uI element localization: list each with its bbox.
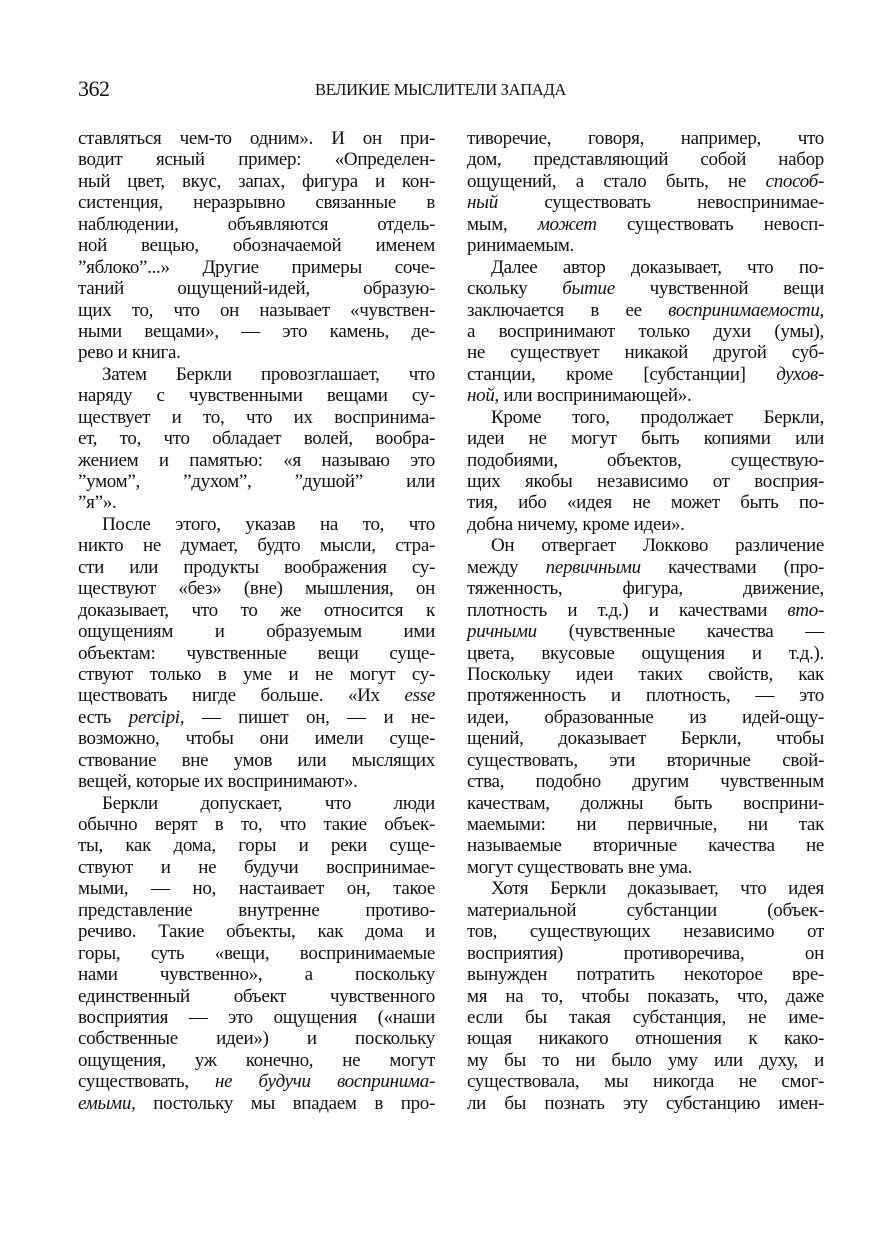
italic-term: ный [467,192,498,214]
text-line: идеи, образованные из идей-ощу- [467,706,824,728]
text-line: сти или продукты воображения су- [78,556,435,578]
text-line: ”я”». [78,492,117,514]
paragraph-start: После этого, указав на то, что [102,513,435,535]
text-line-with-italic: емыми, постольку мы впадаем в про- [78,1092,435,1114]
page-header [78,76,826,106]
text-line: если бы такая субстанция, не име- [467,1006,824,1028]
text-line: рево и книга. [78,342,181,364]
text-line: объектам: чувственные вещи суще- [78,642,435,664]
text-line: ный цвет, вкус, запах, фигура и кон- [78,170,435,192]
text-line: никто не думает, будто мысли, стра- [78,535,435,557]
text-line: му бы то ни было уму или духу, и [467,1049,824,1071]
text-line: могут существовать вне ума. [467,856,693,878]
text-line: существовать, эти вторичные свой- [467,749,824,771]
text-line: водит ясный пример: «Определен- [78,149,435,171]
text-line: ли бы познать эту субстанцию имен- [467,1092,824,1114]
text-line: систенция, неразрывно связанные в [78,192,435,214]
text-line: вещей, которые их воспринимают». [78,771,358,793]
text-line: ствуют только в уме и не могут су- [78,663,435,685]
text-line: дом, представляющий собой набор [467,149,824,171]
italic-term: бытие [562,278,615,300]
paragraph-start: Затем Беркли провозглашает, что [102,363,435,385]
text-line: ствуют и не будучи воспринимае- [78,856,435,878]
page-number: 362 [78,76,110,101]
text-line: ощущения, уж конечно, не могут [78,1049,435,1071]
text-line: тяженность, фигура, движение, [467,578,824,600]
text-line-with-italic: заключается в ее воспринимаемости, [467,299,824,321]
text-line: ществуют «без» (вне) мышления, он [78,578,435,600]
text-line-with-italic: ной, или воспринимающей». [467,385,692,407]
text-line: наряду с чувственными вещами су- [78,385,435,407]
text-line: ”умом”, ”духом”, ”душой” или [78,471,435,492]
text-line: ет, то, что обладает волей, вообра- [78,428,435,450]
text-line: жением и памятью: «я называю это [78,449,435,471]
text-line: щих то, что он называет «чувствен- [78,299,435,321]
text-line: а воспринимают только духи (умы), [467,320,824,342]
text-line: доказывает, что то же относится к [78,599,435,621]
text-line-with-italic: ный существовать невоспринимае- [467,192,824,214]
italic-term: способ- [765,170,824,192]
text-line: речиво. Такие объекты, как дома и [78,921,435,943]
text-line: ощущениям и образуемым ими [78,621,435,643]
text-line: щих якобы независимо от восприя- [467,471,824,492]
text-line: обычно верят в то, что такие объек- [78,814,435,835]
text-line-with-italic: ществовать нигде больше. «Их esse [78,685,435,707]
paragraph-start: Далее автор доказывает, что по- [491,256,824,278]
text-line-with-italic: есть percipi, — пишет он, — и не- [78,706,436,728]
paragraph-start: Хотя Беркли доказывает, что идея [491,878,824,900]
text-line: маемыми: ни первичные, ни так [467,814,824,835]
italic-term: может [537,213,597,235]
text-line-with-italic: ощущений, а стало быть, не способ- [467,170,824,192]
text-line: протяженность и плотность, — это [467,685,824,707]
text-line: подобиями, объектов, существую- [467,449,824,471]
text-line: ”яблоко”...» Другие примеры соче- [78,256,435,278]
text-line: нами чувственно», а поскольку [78,964,435,986]
text-line: собственные идеи») и поскольку [78,1028,435,1050]
text-line: единственный объект чувственного [78,985,435,1007]
text-line: восприятия) противоречива, он [467,942,824,964]
text-line: щений, доказывает Беркли, чтобы [467,728,824,750]
italic-term: ричными [467,621,537,643]
italic-term: esse [404,685,435,707]
text-line: вынужден потратить некоторое вре- [467,964,824,986]
text-line-with-italic: ричными (чувственные качества — [467,621,824,643]
text-line: горы, суть «вещи, воспринимаемые [78,942,435,964]
text-line: качествам, должны быть восприни- [467,792,824,814]
text-line: представление внутренне противо- [78,899,435,921]
italic-term: духов- [776,363,824,385]
text-line: мя на то, чтобы показать, что, даже [467,985,824,1007]
italic-term: ной [467,385,495,407]
italic-term: воспринимаемости [668,299,820,321]
text-line: добна ничему, кроме идеи». [467,513,685,535]
text-line: ными вещами», — это камень, де- [78,320,435,342]
text-line: тов, существующих независимо от [467,921,824,943]
text-line-with-italic: плотность и т.д.) и качествами вто- [467,599,824,621]
text-line-with-italic: мым, может существовать невосп- [467,213,824,235]
text-line: Поскольку идеи таких свойств, как [467,663,824,685]
italic-term: емыми [78,1092,132,1114]
text-line: тиворечие, говоря, например, что [467,128,824,149]
left-column [78,128,435,1114]
text-line: возможно, чтобы они имели суще- [78,728,435,750]
italic-term: первичными [545,556,641,578]
text-line: наблюдении, объявляются отдель- [78,213,435,235]
text-line: цвета, вкусовые ощущения и т.д.). [467,642,824,664]
text-line: не существует никакой другой суб- [467,342,824,364]
text-line: ринимаемым. [467,235,575,257]
text-line: ной вещью, обозначаемой именем [78,235,435,257]
text-line: ществует и то, что их воспринима- [78,406,435,428]
italic-term: не будучи воспринима- [215,1071,435,1093]
text-line: таний ощущений-идей, образую- [78,278,435,300]
text-line: материальной субстанции (объек- [467,899,824,921]
text-line-with-italic: скольку бытие чувственной вещи [467,278,824,300]
text-line: тия, ибо «идея не может быть по- [467,492,824,514]
text-line: существовала, мы никогда не смог- [467,1071,824,1093]
running-title: ВЕЛИКИЕ МЫСЛИТЕЛИ ЗАПАДА [315,80,567,99]
right-column [467,128,824,1114]
text-line-with-italic: станции, кроме [субстанции] духов- [467,363,824,385]
text-line-with-italic: между первичными качествами (про- [467,556,825,578]
text-line: ющая никакого отношения к како- [467,1028,824,1050]
paragraph-start: Беркли допускает, что люди [102,792,435,814]
text-line: ставляться чем-то одним». И он при- [78,128,435,149]
italic-term: percipi [128,706,180,728]
text-line: ства, подобно другим чувственным [467,771,824,793]
text-line: восприятия — это ощущения («наши [78,1006,435,1028]
paragraph-start: Он отвергает Локково различение [491,535,824,557]
text-line: ствование вне умов или мыслящих [78,749,435,771]
text-line: ты, как дома, горы и реки суще- [78,835,435,857]
text-line: называемые вторичные качества не [467,835,824,857]
text-line: мыми, — но, настаивает он, такое [78,878,435,900]
text-line: идеи не могут быть копиями или [467,428,824,450]
text-line-with-italic: существовать, не будучи воспринима- [78,1071,435,1093]
italic-term: вто- [787,599,824,621]
paragraph-start: Кроме того, продолжает Беркли, [491,406,824,428]
